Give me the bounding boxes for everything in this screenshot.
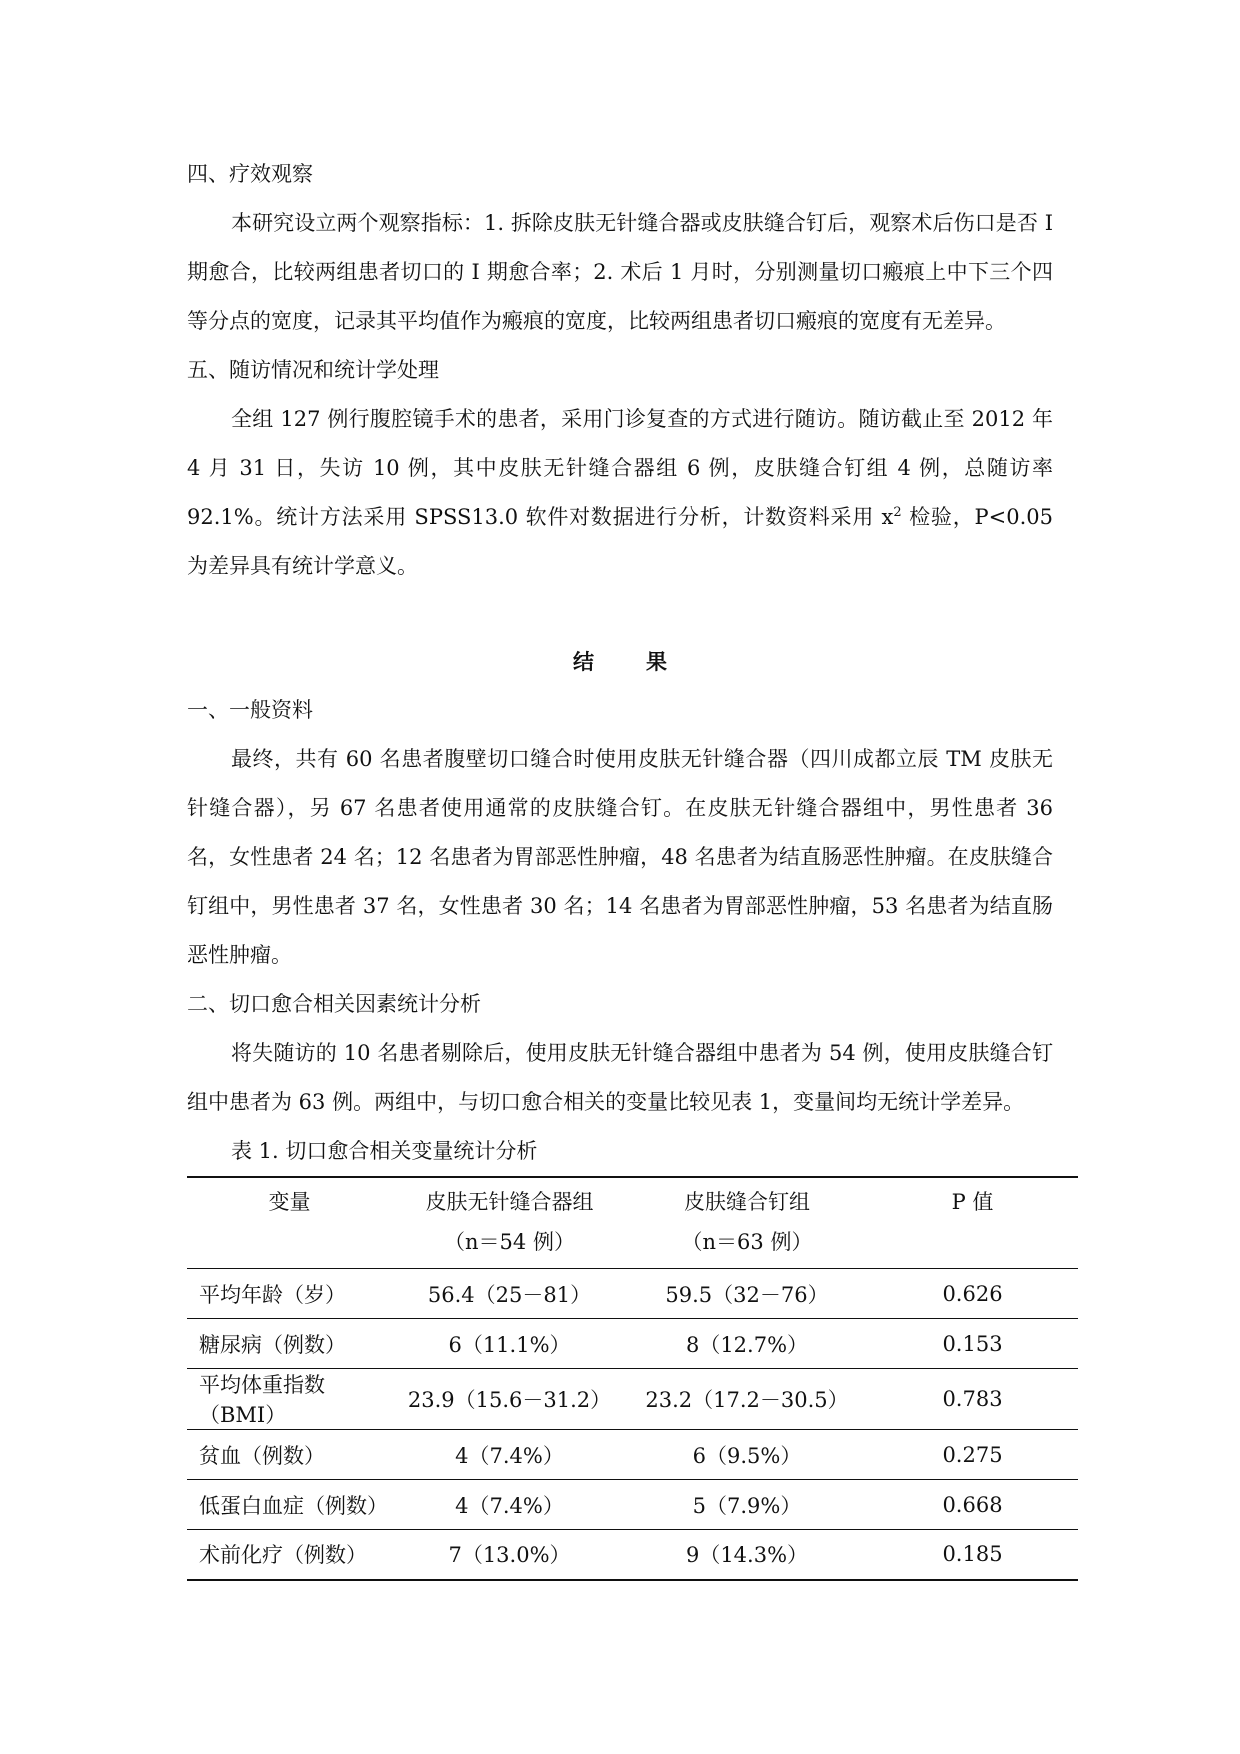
header-group2: 皮肤缝合钉组: [684, 1190, 810, 1214]
header-empty-2: [867, 1226, 1078, 1269]
section-5-text-part2: 检验，P<0.05 为差异具有统计学意义。: [187, 505, 1053, 578]
section-4-heading: 四、疗效观察: [187, 162, 313, 186]
section-5-paragraph: [187, 395, 1053, 591]
results-title: 结果: [573, 649, 719, 674]
results-sub1-paragraph: 最终，共有 60 名患者腹壁切口缝合时使用皮肤无针缝合器（四川成都立辰 TM 皮肤无针缝合器），另 67 名患者使用通常的皮肤缝合钉。在皮肤无针缝合器组中，男性患者 36 名，女性患者 24 名；12 名患者为胃部恶性肿瘤，48 名患者为结直肠恶性肿瘤。在皮肤缝合钉组中，男性患者 37 名，女性患者 30 名；14 名患者为胃部恶性肿瘤，53 名患者为结直肠恶性肿瘤。: [187, 747, 1053, 967]
cell-group1: 4（7.4%）: [455, 1493, 564, 1518]
cell-p: 0.275: [942, 1442, 1003, 1467]
cell-group2: 59.5（32－76）: [665, 1282, 829, 1307]
cell-variable: 平均年龄（岁）: [199, 1282, 346, 1307]
cell-p: 0.783: [942, 1387, 1003, 1411]
cell-group1: 56.4（25－81）: [427, 1282, 592, 1307]
cell-group2: 5（7.9%）: [692, 1493, 802, 1518]
section-5-heading: 五、随访情况和统计学处理: [187, 358, 439, 382]
chi-square-superscript: 2: [893, 505, 902, 520]
results-sub1-heading: 一、一般资料: [187, 698, 313, 722]
cell-p: 0.153: [942, 1331, 1003, 1356]
cell-p: 0.668: [942, 1492, 1003, 1517]
cell-p: 0.185: [942, 1542, 1003, 1567]
section-5-text-part1: 全组 127 例行腹腔镜手术的患者，采用门诊复查的方式进行随访。随访截止至 2012 年 4 月 31 日，失访 10 例，其中皮肤无针缝合器组 6 例，皮肤缝合钉组 4 例，总随访率 92.1%。统计方法采用 SPSS13.0 软件对数据进行分析，计数资料采用 x: [187, 407, 1053, 529]
cell-group1: 7（13.0%）: [448, 1543, 571, 1568]
header-variable: 变量: [268, 1190, 311, 1214]
header-empty-1: [187, 1226, 392, 1269]
header-group2-n: （n＝63 例）: [681, 1230, 813, 1254]
cell-variable: 术前化疗（例数）: [199, 1543, 367, 1568]
cell-group1: 23.9（15.6－31.2）: [407, 1388, 612, 1412]
table-row: [187, 1369, 1078, 1430]
cell-group2: 23.2（17.2－30.5）: [645, 1388, 849, 1412]
table-row: [187, 1530, 1078, 1580]
cell-group1: 6（11.1%）: [448, 1332, 571, 1357]
table-header-subrow: [187, 1226, 1078, 1269]
cell-group2: 9（14.3%）: [685, 1543, 809, 1568]
statistics-table: [187, 1176, 1078, 1581]
results-sub2-heading: 二、切口愈合相关因素统计分析: [187, 992, 481, 1016]
table-row: [187, 1269, 1078, 1319]
results-sub2-paragraph: 将失随访的 10 名患者剔除后，使用皮肤无针缝合器组中患者为 54 例，使用皮肤缝合钉组中患者为 63 例。两组中，与切口愈合相关的变量比较见表 1，变量间均无统计学差异。: [187, 1041, 1053, 1114]
paper-page: [187, 150, 1053, 1581]
header-group1: 皮肤无针缝合器组: [425, 1190, 594, 1214]
header-group1-n: （n＝54 例）: [444, 1230, 575, 1254]
header-p-value: P 值: [951, 1190, 994, 1214]
section-4-paragraph: 本研究设立两个观察指标：1. 拆除皮肤无针缝合器或皮肤缝合钉后，观察术后伤口是否 I 期愈合，比较两组患者切口的 I 期愈合率；2. 术后 1 月时，分别测量切口瘢痕上中下三个四等分点的宽度，记录其平均值作为瘢痕的宽度，比较两组患者切口瘢痕的宽度有无差异。: [187, 211, 1053, 333]
cell-variable: 平均体重指数（BMI）: [199, 1373, 325, 1427]
cell-group2: 8（12.7%）: [685, 1332, 809, 1357]
cell-variable: 贫血（例数）: [199, 1443, 325, 1468]
table-row: [187, 1319, 1078, 1369]
cell-group1: 4（7.4%）: [455, 1443, 564, 1468]
cell-p: 0.626: [942, 1281, 1003, 1306]
cell-variable: 低蛋白血症（例数）: [199, 1493, 388, 1518]
table-caption: 表 1. 切口愈合相关变量统计分析: [231, 1139, 538, 1163]
table-row: [187, 1480, 1078, 1530]
cell-variable: 糖尿病（例数）: [199, 1332, 346, 1357]
cell-group2: 6（9.5%）: [692, 1443, 802, 1468]
table-row: [187, 1430, 1078, 1480]
table-header-row: [187, 1177, 1078, 1226]
